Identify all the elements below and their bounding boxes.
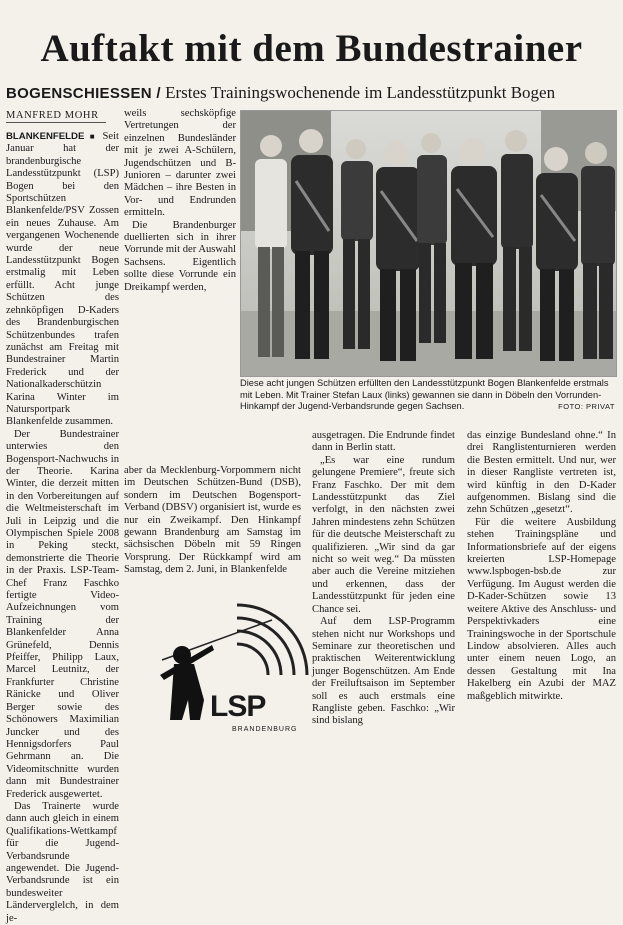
article-paragraph: weils sechsköpfige Vertretungen der einzelnen Bundesländer mit je zwei A-Schülern, Jugendschützen und B-Junioren – darunter zwei Mädchen – ihre Besten in Vor- und Endrunden ermitteln. <box>124 108 236 219</box>
photo-caption <box>240 378 615 413</box>
column-1 <box>6 131 119 925</box>
column-3 <box>312 430 455 728</box>
byline: MANFRED MOHR <box>6 110 99 121</box>
article-paragraph: BLANKENFELDE ■ Seit Januar hat der brandenburgische Landesstützpunkt (LSP) Bogen bei den Sportschützen Blankenfelde/PSV Zossen ein neues Zuhause. Am vergangenen Wochenende wurde der neue Landesstützpunkt Bogen erstmalig mit Leben erfüllt. Acht junge Schützen des zehnköpfigen D-Kaders des Brandenburgischen Schützenbundes trafen zunächst am Freitag mit Bundestrainer Martin Frederick und der Nationalkaderschützin Karina Winter im Natursportpark Blankenfelde zusammen. <box>6 131 119 428</box>
article-paragraph: Das Trainerte wurde dann auch gleich in einem Qualifikations-Wettkampf für die Jugend-Verbandsrunde angewendet. Die Jugend-Verbandsrunde ist ein bundesweiter Länderverglelch, in dem je- <box>6 800 119 924</box>
headline: Auftakt mit dem Bundestrainer <box>40 27 583 70</box>
bullet-icon: ■ <box>89 132 98 141</box>
logo-region: BRANDENBURG <box>232 726 298 733</box>
article-paragraph: Die Brandenburger duellierten sich in ihrer Vorrunde mit der Auswahl Sachsens. Eigentlich sollte diese Vorrunde ein Dreikampf werden, <box>124 219 236 293</box>
team-photo <box>240 110 617 377</box>
column-2-lower <box>124 465 301 577</box>
kicker-subtitle: Erstes Trainingswochenende im Landesstützpunkt Bogen <box>160 83 556 102</box>
team-photo-image <box>241 111 616 376</box>
article-paragraph: Für die weitere Ausbildung stehen Trainingspläne und Informationsbriefe auf der eigens kreierten LSP-Homepage www.lspbogen-bsb.de zur Verfügung. Im August werden die D-Kader-Schützen sowie 13 weitere Aktive des Anschluss- und Perspektivkaders eine Trainingswoche in der Sportschule Lindow absolvieren. Alles auch unter einem neuen Logo, an dessen Gestaltung mit Ina Hakelberg ein Azubi der MAZ maßgeblich mitwirkte. <box>467 516 616 702</box>
article-paragraph: Auf dem LSP-Programm stehen nicht nur Workshops und Seminare zur theoretischen und praktischen Weiterentwicklung junger Bogenschützen. Am Ende der Freiluftsaison im September soll es auch erstmals eine Rangliste geben. Faschko: „Wir sind bislang <box>312 616 455 727</box>
lsp-logo <box>152 600 322 740</box>
column-2-upper <box>124 108 236 294</box>
article-paragraph: Der Bundestrainer unterwies den Bogensport-Nachwuchs in der Theorie. Karina Winter, die derzeit mitten in den Vorbereitungen auf die Weltmeisterschaft im Juli in Leipzig und die Olympischen Spiele 2008 in Peking steckt, demonstrierte die Theorie in der Praxis. LSP-Team-Chef Franz Faschko fertigte Video-Aufzeichnungen vom Training der Blankenfelder Anna Grünefeld, Dennis Pfeiffer, Philipp Laux, Marcel Leutnitz, der Frankfurter Christine Ränicke und Oliver Berger sowie des Schönowers Maximilian Juncker und des Hennigsdorfers Paul Gehrmann an. Die Videomitschnitte wurden dann mit Bundestrainer Frederick ausgewertet. <box>6 428 119 800</box>
logo-letters: LSP <box>210 690 266 723</box>
kicker-topic: BOGENSCHIESSEN / <box>6 85 161 102</box>
article-paragraph: ausgetragen. Die Endrunde findet dann in Berlin statt. <box>312 430 455 454</box>
article-paragraph: das einzige Bundesland ohne.“ In drei Ranglistenturnieren werden die Besten ermittelt. Und nur, wer in dieser Rangliste vertreten ist, wird künftig in den D-Kader aufgenommen. Bislang sind die zehn Schützen „gesetzt“. <box>467 430 616 516</box>
article-paragraph: „Es war eine rundum gelungene Premiere“, freute sich Franz Faschko. Der mit dem Landesstützpunkt das Ziel verfolgt, in den nächsten zwei Jahren mindestens zehn Schützen für die deutsche Meisterschaft zu qualifizieren. „Wir sind da gar nicht so weit weg.“ Da müssten aber auch die Vereine mitziehen und erkennen, dass der Landesstützpunkt für jeden eine Chance sei. <box>312 454 455 615</box>
article-paragraph: aber da Mecklenburg-Vorpommern nicht im Deutschen Schützen-Bund (DSB), sondern im Deutschen Bogensport-Verband (DBSV) organisiert ist, wurde es nur ein Zweikampf. Den Hinkampf gewann Brandenburg am Samstag im sächsischen Döbeln mit 59 Ringen Vorsprung. Der Rückkampf wird am Samstag, dem 2. Juni, in Blankenfelde <box>124 465 301 576</box>
kicker <box>6 82 618 104</box>
dateline: BLANKENFELDE <box>6 131 85 142</box>
caption-text: Diese acht jungen Schützen erfüllten den Landesstützpunkt Bogen Blankenfelde erstmals mit Leben. Mit Trainer Stefan Laux (links) gewannen sie dann in Döbeln den Vorrunden-Hinkampf der Jugend-Verbandsrunde gegen Sachsen. <box>240 378 609 411</box>
byline-rule <box>6 122 106 123</box>
photo-credit: FOTO: PRIVAT <box>558 402 615 411</box>
column-4 <box>467 430 616 703</box>
